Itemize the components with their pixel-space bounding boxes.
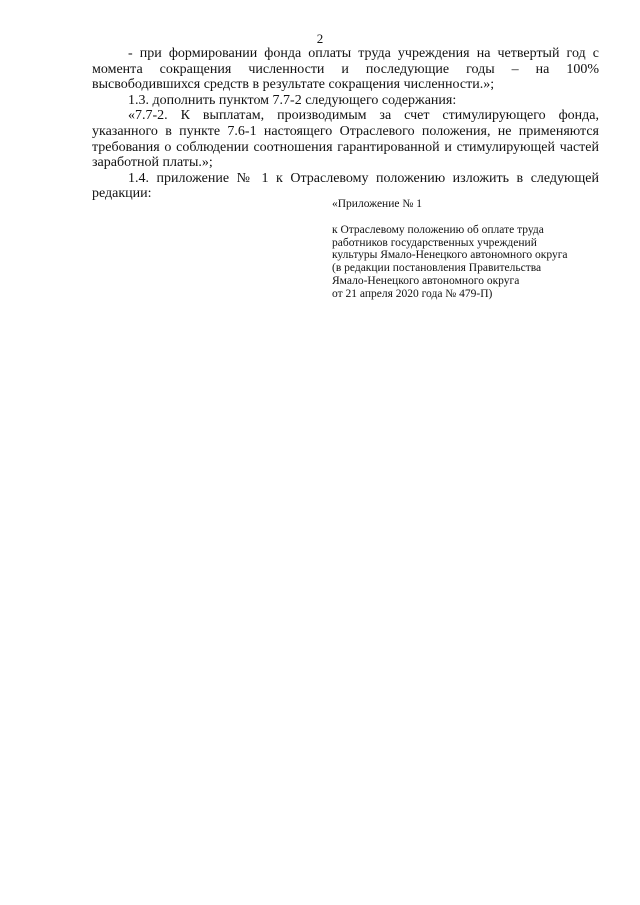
paragraph-item-1-3: 1.3. дополнить пунктом 7.7-2 следующего содержания:	[128, 92, 457, 108]
page-number: 2	[316, 31, 324, 46]
appendix-header	[332, 198, 602, 301]
paragraph-item-7-7-2: «7.7-2. К выплатам, производимым за счет стимулирующего фонда, указанного в пункте 7.6-1 настоящего Отраслевого положения, не применяются требования о соблюдении соотношения гарантированной и стимулирующей частей заработной платы.»;	[92, 108, 599, 171]
appendix-title: «Приложение № 1	[332, 198, 422, 210]
appendix-line: культуры Ямало-Ненецкого автономного округа	[332, 249, 568, 262]
appendix-line: (в редакции постановления Правительства	[332, 262, 542, 275]
appendix-line: работников государственных учреждений	[332, 236, 537, 249]
appendix-line: Ямало-Ненецкого автономного округа	[332, 274, 520, 287]
appendix-line: к Отраслевому положению об оплате труда	[332, 223, 544, 236]
document-body	[92, 46, 599, 202]
paragraph-item-1-4: 1.4. приложение № 1 к Отраслевому положению изложить в следующей редакции:	[92, 170, 599, 202]
appendix-line: от 21 апреля 2020 года № 479-П)	[332, 287, 493, 300]
paragraph-payroll-fund: - при формировании фонда оплаты труда учреждения на четвертый год с момента сокращения численности и последующие годы – на 100% высвободившихся средств в результате сокращения численности.»;	[92, 46, 599, 93]
